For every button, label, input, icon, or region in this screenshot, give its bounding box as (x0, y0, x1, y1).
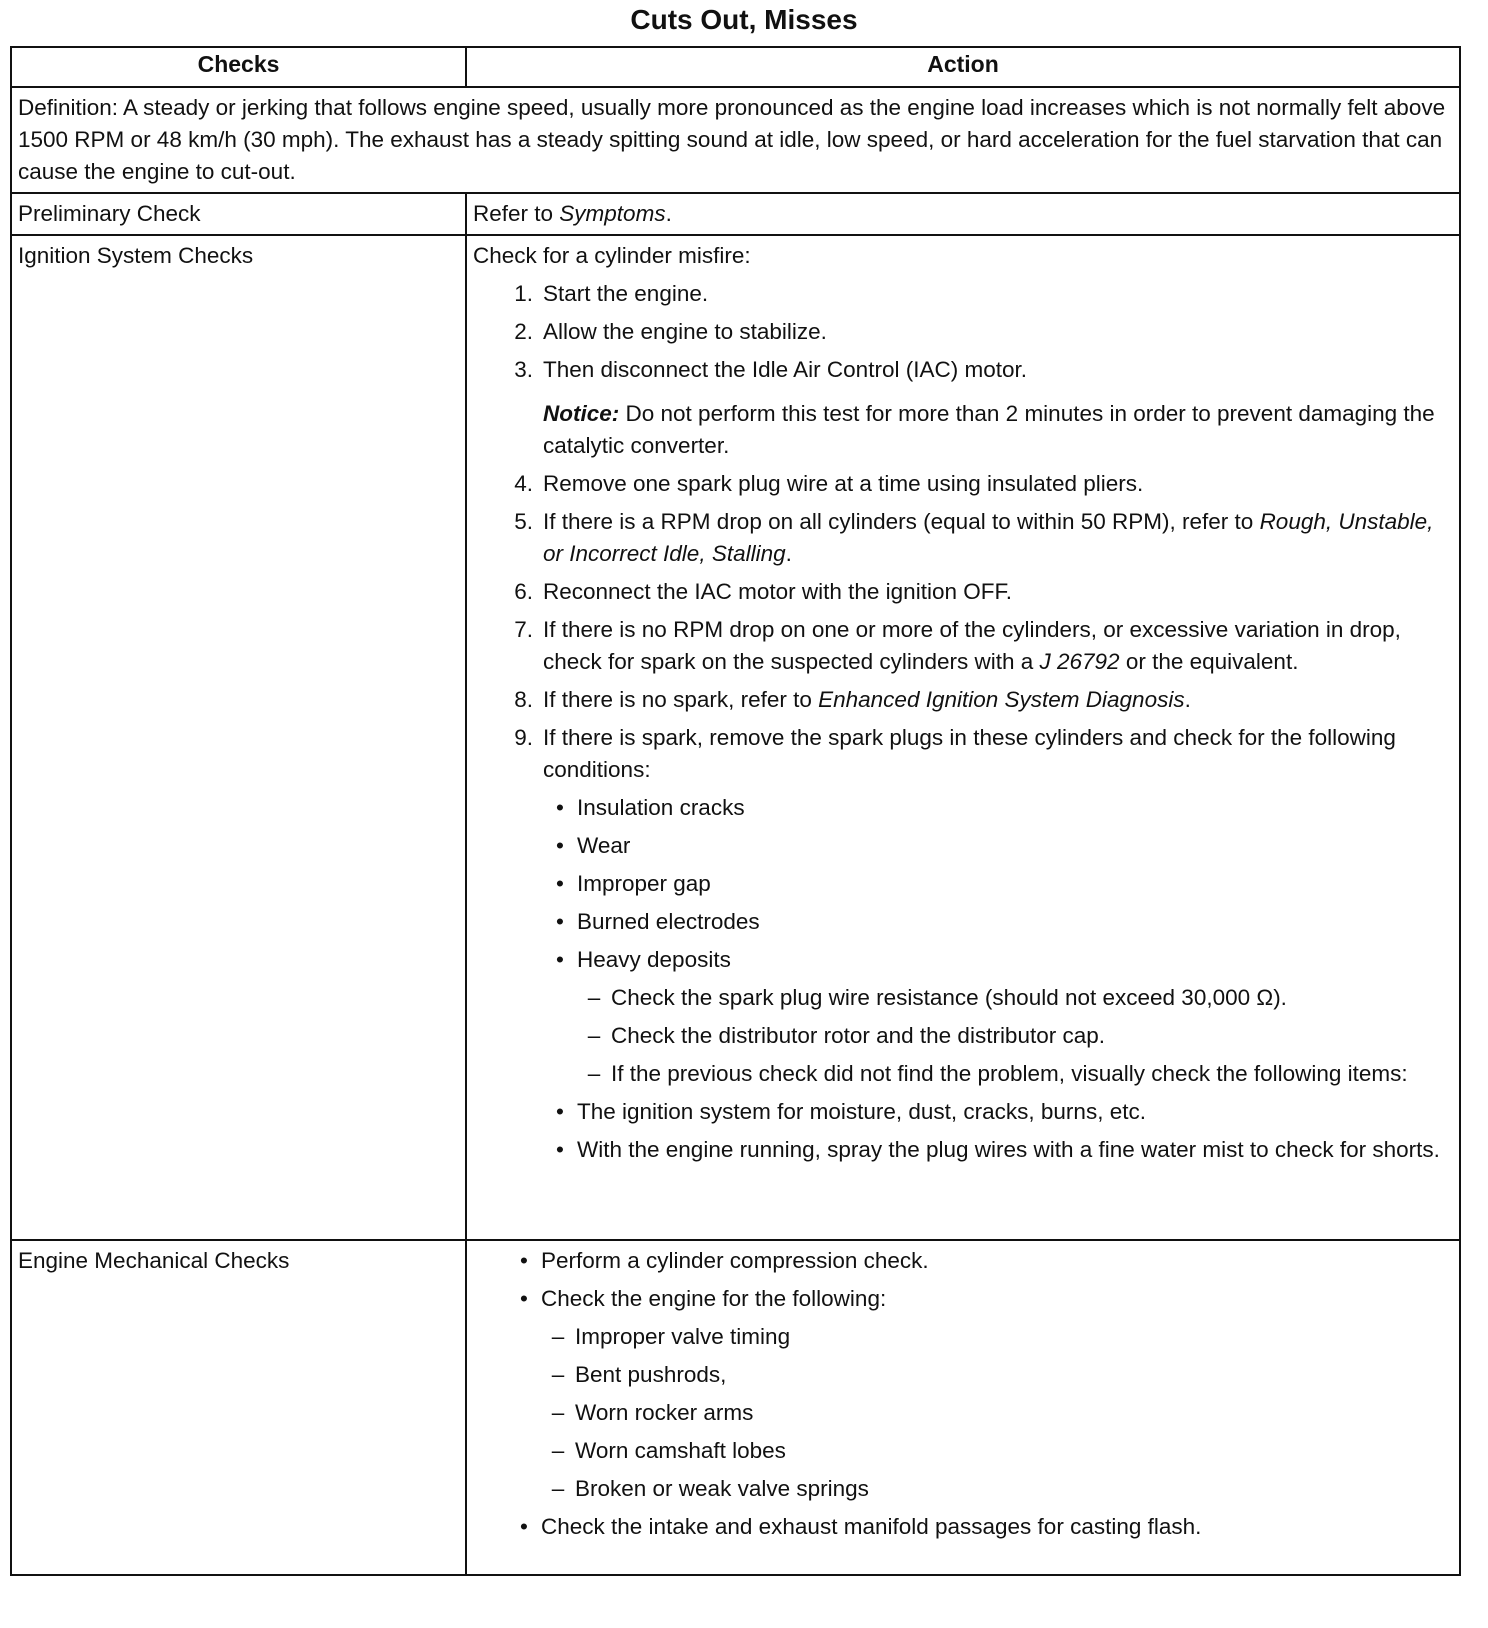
header-row (11, 47, 1460, 87)
ignition-diagnosis-ref: Enhanced Ignition System Diagnosis (818, 687, 1185, 712)
bullet-icon: • (520, 1286, 528, 1311)
definition-text: Definition: A steady or jerking that follows engine speed, usually more pronounced as the engine load increases which is not normally felt above 1500 RPM or 48 km/h (30 mph). The exhaust has a steady spitting sound at idle, low speed, or hard acceleration for the fuel starvation that can cause the engine to cut-out. (11, 87, 1460, 193)
mechanical-bullet (473, 1245, 1453, 1277)
step-number: 2. (514, 319, 533, 344)
sub-check-text: Check the spark plug wire resistance (should not exceed 30,000 Ω). (611, 985, 1287, 1010)
step-1 (473, 278, 1453, 310)
ignition-action (466, 235, 1460, 1240)
mechanical-text: Perform a cylinder compression check. (541, 1248, 929, 1273)
symptoms-ref: Symptoms (559, 201, 666, 226)
sub-check-item (473, 982, 1453, 1014)
sub-check-text: Check the distributor rotor and the distributor cap. (611, 1023, 1106, 1048)
step-text (543, 506, 1453, 570)
mechanical-action (466, 1240, 1460, 1575)
step-number: 9. (514, 725, 533, 750)
condition-item (473, 944, 1453, 976)
notice-label: Notice: (543, 401, 620, 426)
definition-row (11, 87, 1460, 193)
mechanical-text: Check the intake and exhaust manifold passages for casting flash. (541, 1514, 1202, 1539)
mechanical-check-label: Engine Mechanical Checks (11, 1240, 466, 1575)
dash-icon: – (551, 1438, 565, 1463)
step-9 (473, 722, 1453, 786)
step-text (543, 684, 1453, 716)
step-8 (473, 684, 1453, 716)
bullet-icon: • (556, 909, 564, 934)
ignition-intro: Check for a cylinder misfire: (473, 243, 751, 268)
preliminary-action (466, 193, 1460, 235)
engine-item-text: Improper valve timing (575, 1324, 791, 1349)
engine-item (473, 1435, 1453, 1467)
bullet-icon: • (520, 1248, 528, 1273)
condition-text: Burned electrodes (577, 909, 760, 934)
mechanical-text: Check the engine for the following: (541, 1286, 887, 1311)
step-text-body: If there is no RPM drop on one or more of the cylinders, or excessive variation in drop, check for spark on the suspected cylinders with a (543, 617, 1401, 674)
visual-item-text: With the engine running, spray the plug wires with a fine water mist to check for shorts. (577, 1137, 1440, 1162)
step-number: 6. (514, 579, 533, 604)
condition-text: Heavy deposits (577, 947, 731, 972)
mechanical-bullet (473, 1283, 1453, 1315)
engine-item (473, 1359, 1453, 1391)
step-text: If there is spark, remove the spark plugs in these cylinders and check for the following conditions: (543, 725, 1396, 782)
ignition-row (11, 235, 1460, 1240)
condition-item (473, 906, 1453, 938)
dash-icon: – (551, 1400, 565, 1425)
step-3 (473, 354, 1453, 386)
diagnostic-table (10, 46, 1461, 1576)
preliminary-row (11, 193, 1460, 235)
rough-idle-ref: Rough, Unstable, or Incorrect Idle, Stalling (543, 509, 1434, 566)
step-text-end: or the equivalent. (1119, 649, 1299, 674)
dash-icon: – (587, 985, 601, 1010)
step-text: Remove one spark plug wire at a time using insulated pliers. (543, 471, 1144, 496)
condition-text: Improper gap (577, 871, 711, 896)
engine-item-text: Worn rocker arms (575, 1400, 754, 1425)
dash-icon: – (551, 1362, 565, 1387)
step-7 (473, 614, 1453, 678)
dash-icon: – (587, 1061, 601, 1086)
step-number: 5. (514, 509, 533, 534)
dash-icon: – (551, 1324, 565, 1349)
mechanical-bullet (473, 1511, 1453, 1543)
bullet-icon: • (556, 833, 564, 858)
tool-ref: J 26792 (1039, 649, 1120, 674)
step-text-body: If there is no spark, refer to (543, 687, 819, 712)
sub-check-item (473, 1020, 1453, 1052)
visual-item (473, 1134, 1453, 1166)
step-number: 4. (514, 471, 533, 496)
step-text (543, 614, 1453, 678)
step-5 (473, 506, 1453, 570)
period: . (665, 201, 672, 226)
condition-text: Insulation cracks (577, 795, 745, 820)
step-number: 7. (514, 617, 533, 642)
visual-item (473, 1096, 1453, 1128)
engine-item-text: Bent pushrods, (575, 1362, 727, 1387)
step-2 (473, 316, 1453, 348)
engine-item (473, 1473, 1453, 1505)
step-text: Then disconnect the Idle Air Control (IAC) motor. (543, 357, 1027, 382)
bullet-icon: • (520, 1514, 528, 1539)
mechanical-row (11, 1240, 1460, 1575)
condition-item (473, 830, 1453, 862)
preliminary-check-label: Preliminary Check (11, 193, 466, 235)
step-text: Reconnect the IAC motor with the ignition OFF. (543, 579, 1012, 604)
notice-text: Do not perform this test for more than 2 minutes in order to prevent damaging the catalytic converter. (543, 401, 1435, 458)
visual-item-text: The ignition system for moisture, dust, cracks, burns, etc. (577, 1099, 1146, 1124)
notice (543, 398, 1453, 462)
bullet-icon: • (556, 1099, 564, 1124)
step-number: 8. (514, 687, 533, 712)
sub-check-text: If the previous check did not find the problem, visually check the following items: (611, 1061, 1408, 1086)
engine-item-text: Broken or weak valve springs (575, 1476, 869, 1501)
step-6 (473, 576, 1453, 608)
step-4 (473, 468, 1453, 500)
page-title: Cuts Out, Misses (630, 4, 858, 35)
engine-item (473, 1397, 1453, 1429)
bullet-icon: • (556, 1137, 564, 1162)
step-text: Allow the engine to stabilize. (543, 319, 827, 344)
step-text-end: . (785, 541, 792, 566)
sub-check-item (473, 1058, 1453, 1090)
step-text: Start the engine. (543, 281, 709, 306)
bullet-icon: • (556, 871, 564, 896)
dash-icon: – (587, 1023, 601, 1048)
engine-item (473, 1321, 1453, 1353)
condition-item (473, 868, 1453, 900)
action-header: Action (466, 47, 1460, 87)
engine-item-text: Worn camshaft lobes (575, 1438, 786, 1463)
bullet-icon: • (556, 947, 564, 972)
bullet-icon: • (556, 795, 564, 820)
checks-header: Checks (11, 47, 466, 87)
dash-icon: – (551, 1476, 565, 1501)
condition-item (473, 792, 1453, 824)
condition-text: Wear (577, 833, 631, 858)
ignition-check-label: Ignition System Checks (11, 235, 466, 1240)
step-number: 3. (514, 357, 533, 382)
refer-prefix: Refer to (473, 201, 560, 226)
step-text-body: If there is a RPM drop on all cylinders (equal to within 50 RPM), refer to (543, 509, 1260, 534)
step-text-end: . (1184, 687, 1191, 712)
step-number: 1. (514, 281, 533, 306)
